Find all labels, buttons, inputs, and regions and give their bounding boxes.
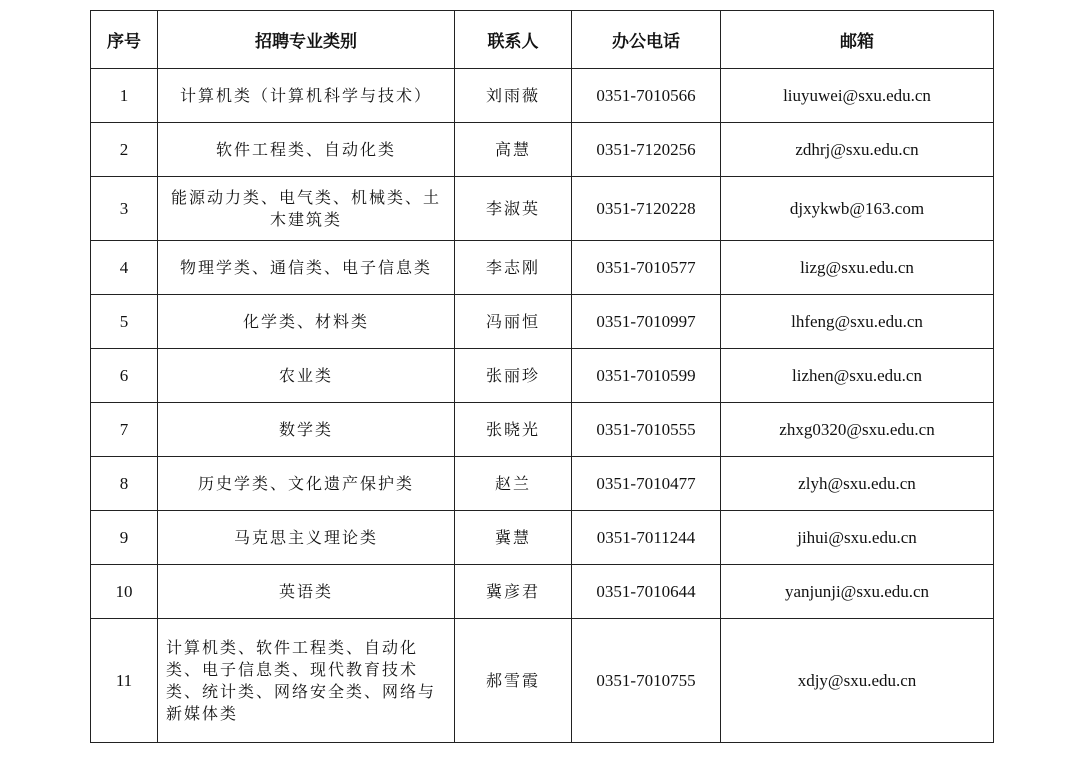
row-email: xdjy@sxu.edu.cn (721, 619, 994, 743)
row-category: 计算机类（计算机科学与技术） (158, 69, 455, 123)
row-email: yanjunji@sxu.edu.cn (721, 565, 994, 619)
row-num: 10 (91, 565, 158, 619)
row-phone: 0351-7010997 (572, 295, 721, 349)
row-contact: 张晓光 (455, 403, 572, 457)
row-email: djxykwb@163.com (721, 177, 994, 241)
row-phone: 0351-7010577 (572, 241, 721, 295)
header-contact: 联系人 (455, 11, 572, 69)
table-row (91, 511, 994, 565)
table-row (91, 295, 994, 349)
row-email: lizg@sxu.edu.cn (721, 241, 994, 295)
row-email: jihui@sxu.edu.cn (721, 511, 994, 565)
row-phone: 0351-7010477 (572, 457, 721, 511)
row-email: zlyh@sxu.edu.cn (721, 457, 994, 511)
row-category: 数学类 (158, 403, 455, 457)
row-email: lizhen@sxu.edu.cn (721, 349, 994, 403)
row-phone: 0351-7010566 (572, 69, 721, 123)
row-phone: 0351-7010644 (572, 565, 721, 619)
row-phone: 0351-7120256 (572, 123, 721, 177)
row-category: 英语类 (158, 565, 455, 619)
row-phone: 0351-7010599 (572, 349, 721, 403)
row-contact: 冯丽恒 (455, 295, 572, 349)
row-contact: 郝雪霞 (455, 619, 572, 743)
header-phone: 办公电话 (572, 11, 721, 69)
row-num: 8 (91, 457, 158, 511)
table-row (91, 177, 994, 241)
row-contact: 刘雨薇 (455, 69, 572, 123)
row-num: 11 (91, 619, 158, 743)
row-category: 农业类 (158, 349, 455, 403)
row-contact: 高慧 (455, 123, 572, 177)
row-phone: 0351-7010755 (572, 619, 721, 743)
header-email: 邮箱 (721, 11, 994, 69)
row-email: zdhrj@sxu.edu.cn (721, 123, 994, 177)
row-category: 历史学类、文化遗产保护类 (158, 457, 455, 511)
table-header-row (91, 11, 994, 69)
row-email: lhfeng@sxu.edu.cn (721, 295, 994, 349)
row-category: 软件工程类、自动化类 (158, 123, 455, 177)
table-row (91, 619, 994, 743)
row-contact: 李志刚 (455, 241, 572, 295)
table-row (91, 241, 994, 295)
row-num: 5 (91, 295, 158, 349)
row-num: 4 (91, 241, 158, 295)
row-category: 计算机类、软件工程类、自动化类、电子信息类、现代教育技术类、统计类、网络安全类、网络与新媒体类 (158, 619, 455, 743)
table-row (91, 349, 994, 403)
row-category: 马克思主义理论类 (158, 511, 455, 565)
row-category: 化学类、材料类 (158, 295, 455, 349)
table-row (91, 123, 994, 177)
table-row (91, 69, 994, 123)
table-row (91, 565, 994, 619)
row-category: 能源动力类、电气类、机械类、土木建筑类 (158, 177, 455, 241)
header-category: 招聘专业类别 (158, 11, 455, 69)
row-phone: 0351-7010555 (572, 403, 721, 457)
header-num: 序号 (91, 11, 158, 69)
row-contact: 赵兰 (455, 457, 572, 511)
row-phone: 0351-7011244 (572, 511, 721, 565)
table-row (91, 403, 994, 457)
row-num: 6 (91, 349, 158, 403)
row-email: zhxg0320@sxu.edu.cn (721, 403, 994, 457)
row-num: 3 (91, 177, 158, 241)
row-contact: 李淑英 (455, 177, 572, 241)
row-num: 1 (91, 69, 158, 123)
row-num: 2 (91, 123, 158, 177)
row-category: 物理学类、通信类、电子信息类 (158, 241, 455, 295)
row-contact: 冀慧 (455, 511, 572, 565)
row-phone: 0351-7120228 (572, 177, 721, 241)
row-contact: 张丽珍 (455, 349, 572, 403)
row-email: liuyuwei@sxu.edu.cn (721, 69, 994, 123)
row-num: 7 (91, 403, 158, 457)
row-num: 9 (91, 511, 158, 565)
table-row (91, 457, 994, 511)
row-contact: 冀彦君 (455, 565, 572, 619)
recruitment-contacts-table (90, 10, 994, 743)
